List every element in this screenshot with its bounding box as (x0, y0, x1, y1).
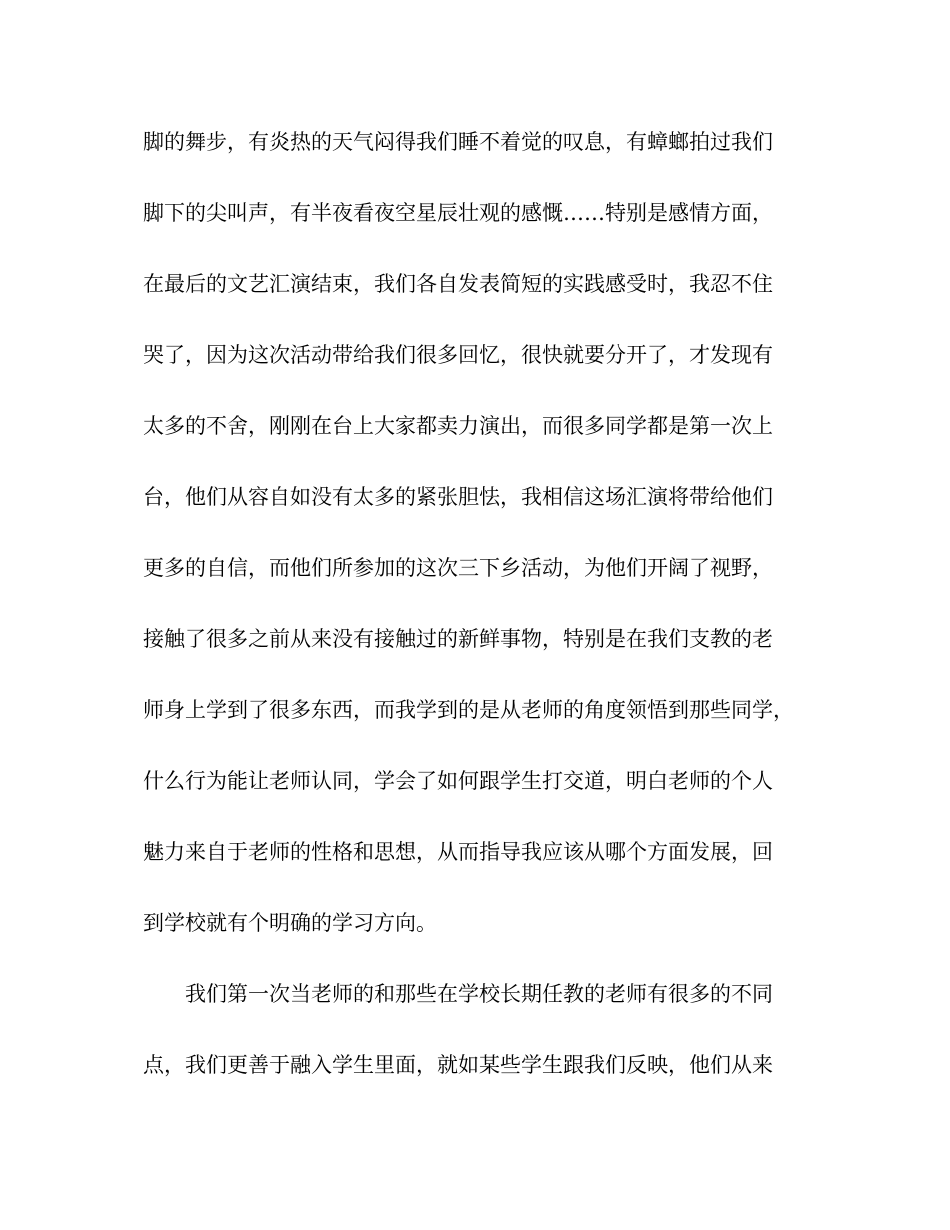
text-line-1: 脚的舞步，有炎热的天气闷得我们睡不着觉的叹息，有蟑螂拍过我们 (143, 130, 773, 154)
text-line-7: 更多的自信，而他们所参加的这次三下乡活动，为他们开阔了视野， (143, 556, 773, 580)
text-line-3: 在最后的文艺汇演结束，我们各自发表简短的实践感受时，我忍不住 (143, 272, 773, 296)
paragraph-start-line: 我们第一次当老师的和那些在学校长期任教的老师有很多的不同 (185, 982, 773, 1006)
text-line-14: 点，我们更善于融入学生里面，就如某些学生跟我们反映，他们从来 (143, 1053, 773, 1077)
text-line-9: 师身上学到了很多东西，而我学到的是从老师的角度领悟到那些同学， (143, 698, 794, 722)
text-line-10: 什么行为能让老师认同，学会了如何跟学生打交道，明白老师的个人 (143, 769, 773, 793)
text-line-8: 接触了很多之前从来没有接触过的新鲜事物，特别是在我们支教的老 (143, 627, 773, 651)
text-line-2: 脚下的尖叫声，有半夜看夜空星辰壮观的感慨……特别是感情方面， (143, 201, 773, 225)
text-line-6: 台，他们从容自如没有太多的紧张胆怯，我相信这场汇演将带给他们 (143, 485, 773, 509)
text-line-4: 哭了，因为这次活动带给我们很多回忆，很快就要分开了，才发现有 (143, 343, 773, 367)
text-line-11: 魅力来自于老师的性格和思想，从而指导我应该从哪个方面发展，回 (143, 840, 773, 864)
text-line-12: 到学校就有个明确的学习方向。 (143, 911, 437, 935)
text-line-5: 太多的不舍，刚刚在台上大家都卖力演出，而很多同学都是第一次上 (143, 414, 773, 438)
